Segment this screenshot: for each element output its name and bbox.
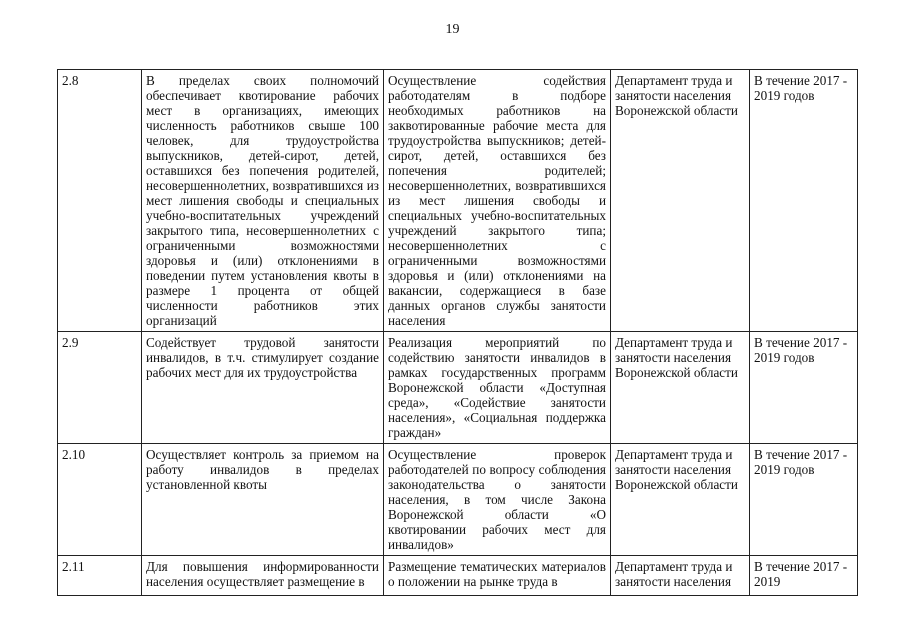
- row-measure: Осуществление содействия работодателям в подборе необходимых работников на заквотированные рабочие места для трудоустройства выпускников; детей-сирот, детей, оставшихся без попечения родителей; несовершеннолетних, возвратившихся из мест лишения свободы и специальных учебно-воспитательных учреждений закрытого типа; несовершеннолетних с ограниченными возможностями здоровья и (или) отклонениями на вакансии, содержащиеся в базе данных органов службы занятости населения: [384, 70, 611, 332]
- table-row: [58, 556, 858, 596]
- table-row: [58, 444, 858, 556]
- row-executor: Департамент труда и занятости населения: [611, 556, 750, 596]
- row-measure: Реализация мероприятий по содействию занятости инвалидов в рамках государственных программ Воронежской области «Доступная среда», «Содействие занятости населения», «Социальная поддержка граждан»: [384, 332, 611, 444]
- table-row: [58, 332, 858, 444]
- table-row: [58, 70, 858, 332]
- row-description: Осуществляет контроль за приемом на работу инвалидов в пределах установленной квоты: [142, 444, 384, 556]
- row-term: В течение 2017 - 2019: [750, 556, 858, 596]
- row-number: 2.8: [58, 70, 142, 332]
- row-number: 2.10: [58, 444, 142, 556]
- row-executor: Департамент труда и занятости населения Воронежской области: [611, 332, 750, 444]
- row-measure: Осуществление проверок работодателей по вопросу соблюдения законодательства о занятости населения, в том числе Закона Воронежской области «О квотировании рабочих мест для инвалидов»: [384, 444, 611, 556]
- row-description: Для повышения информированности населения осуществляет размещение в: [142, 556, 384, 596]
- page-number: 19: [445, 22, 460, 37]
- row-number: 2.11: [58, 556, 142, 596]
- row-measure: Размещение тематических материалов о положении на рынке труда в: [384, 556, 611, 596]
- row-term: В течение 2017 - 2019 годов: [750, 332, 858, 444]
- measures-table: [57, 69, 858, 596]
- row-description: Содействует трудовой занятости инвалидов, в т.ч. стимулирует создание рабочих мест для их трудоустройства: [142, 332, 384, 444]
- row-executor: Департамент труда и занятости населения Воронежской области: [611, 70, 750, 332]
- row-description: В пределах своих полномочий обеспечивает квотирование рабочих мест в организациях, имеющих численность работников свыше 100 человек, для трудоустройства выпускников, детей-сирот, детей, оставшихся без попечения родителей, несовершеннолетних, возвратившихся из мест лишения свободы и специальных учебно-воспитательных учреждений закрытого типа, несовершеннолетних с ограниченными возможностями здоровья и (или) отклонениями в поведении путем установления квоты в размере 1 процента от общей численности работников этих организаций: [142, 70, 384, 332]
- row-executor: Департамент труда и занятости населения Воронежской области: [611, 444, 750, 556]
- row-term: В течение 2017 - 2019 годов: [750, 444, 858, 556]
- row-term: В течение 2017 - 2019 годов: [750, 70, 858, 332]
- row-number: 2.9: [58, 332, 142, 444]
